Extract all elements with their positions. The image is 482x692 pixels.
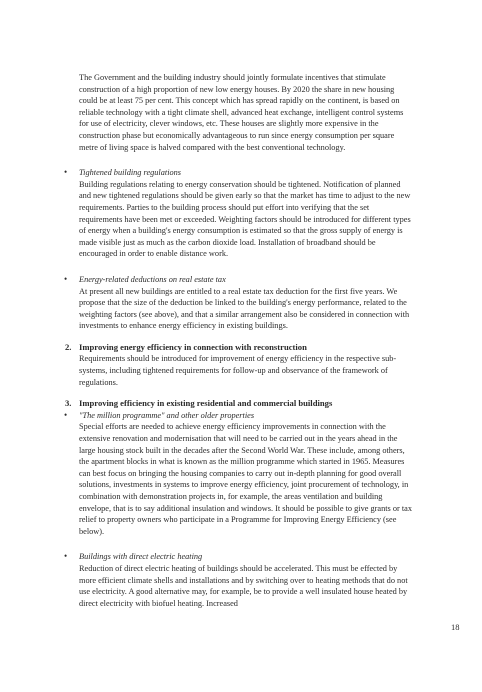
bullet-marker: •: [64, 167, 68, 178]
bullet-title: Tightened building regulations: [79, 168, 182, 178]
section-number: 2.: [65, 341, 72, 352]
bullet-text: At present all new buildings are entitled to a real estate tax deduction for the first five years. We propose that the size of the deduction be linked to the building's energy performance, related to the weighting factors (see above), and that a similar arrangement also be considered in connection with investments to enhance energy efficiency in existing buildings.: [79, 286, 410, 331]
bullet-marker: •: [64, 409, 68, 420]
bullet-text: Special efforts are needed to achieve energy efficiency improvements in connection with the extensive renovation and modernisation that will need to be carried out in the years ahead in the large housing stock built in the decades after the Second World War. These include, among others, the apartment blocks in what is known as the million programme which started in 1965. Measures can best focus on bringing the housing companies to carry out in-depth planning for good overall solutions, investments in systems to improve energy efficiency, joint procurement of technology, in combination with demonstration projects in, for example, the areas ventilation and building envelope, that is to say additional insulation and windows. It should be possible to give grants or tax relief to property owners who participate in a Programme for Improving Energy Efficiency (see below).: [79, 422, 412, 536]
section-3: [64, 398, 413, 609]
bullet-real-estate-tax: [64, 273, 413, 332]
bullet-title: "The million programme" and other older properties: [79, 410, 255, 420]
bullet-text: Reduction of direct electric heating of buildings should be accelerated. This must be effected by more efficient climate shells and installations and by switching over to heating methods that do not use electricity. A good alternative may, for example, be to provide a well insulated house heated by direct electricity with biofuel heating. Increased: [79, 563, 408, 608]
bullet-marker: •: [64, 551, 68, 562]
page-content: [64, 72, 413, 609]
bullet-building-regulations: [64, 167, 413, 260]
section-number: 3.: [65, 398, 72, 409]
bullet-marker: •: [64, 273, 68, 284]
page-number: 18: [451, 622, 460, 632]
bullet-direct-electric-heating: [64, 551, 413, 609]
section-2: [65, 341, 413, 388]
intro-paragraph: The Government and the building industry should jointly formulate incentives that stimulate construction of a high proportion of new low energy houses. By 2020 the share in new housing could be at least 75 per cent. This concept which has spread rapidly on the continent, is based on reliable technology with a tight climate shell, advanced heat exchange, intelligent control systems for use of electricity, clever windows, etc. These houses are slightly more expensive in the construction phase but economically advantageous to run since energy consumption per square metre of living space is halved compared with the best conventional technology.: [79, 73, 404, 152]
section-heading: Improving energy efficiency in connection with reconstruction: [79, 341, 307, 352]
section-text: Requirements should be introduced for improvement of energy efficiency in the respective sub-systems, including tightened requirements for follow-up and observance of the framework of regulations.: [79, 354, 397, 387]
bullet-text: Building regulations relating to energy conservation should be tightened. Notification of planned and new tightened regulations should be given early so that the market has time to adjust to the new requirements. Parties to the building process should put effort into verifying that the set requirements have been met or exceeded. Weighting factors should be introduced for different types of energy when a building's energy consumption is estimated so that the gross supply of energy is made visible just as much as the carbon dioxide load. Installation of broadband should be encouraged in order to enable distance work.: [79, 179, 411, 259]
section-heading: Improving efficiency in existing residential and commercial buildings: [79, 398, 333, 409]
bullet-title: Buildings with direct electric heating: [79, 552, 203, 562]
bullet-million-programme: [64, 409, 413, 538]
bullet-title: Energy-related deductions on real estate tax: [79, 274, 226, 284]
